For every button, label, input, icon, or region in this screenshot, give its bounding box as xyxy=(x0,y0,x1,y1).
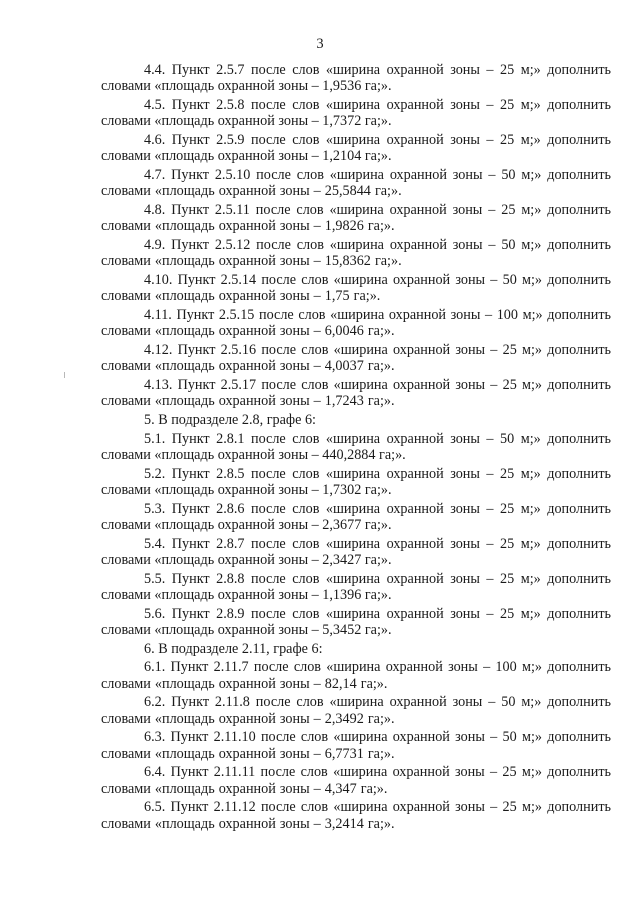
paragraph-4-5: 4.5. Пункт 2.5.8 после слов «ширина охранной зоны – 25 м;» дополнить словами «площадь охранной зоны – 1,7372 га;». xyxy=(101,97,611,130)
paragraph-4-6: 4.6. Пункт 2.5.9 после слов «ширина охранной зоны – 25 м;» дополнить словами «площадь охранной зоны – 1,2104 га;». xyxy=(101,132,611,165)
document-body xyxy=(101,62,611,834)
page-number: 3 xyxy=(316,36,324,52)
paragraph-4-7: 4.7. Пункт 2.5.10 после слов «ширина охранной зоны – 50 м;» дополнить словами «площадь охранной зоны – 25,5844 га;». xyxy=(101,167,611,200)
paragraph-4-10: 4.10. Пункт 2.5.14 после слов «ширина охранной зоны – 50 м;» дополнить словами «площадь охранной зоны – 1,75 га;». xyxy=(101,272,611,305)
margin-mark xyxy=(64,372,65,378)
paragraph-4-4: 4.4. Пункт 2.5.7 после слов «ширина охранной зоны – 25 м;» дополнить словами «площадь охранной зоны – 1,9536 га;». xyxy=(101,62,611,95)
paragraph-5-6: 5.6. Пункт 2.8.9 после слов «ширина охранной зоны – 25 м;» дополнить словами «площадь охранной зоны – 5,3452 га;». xyxy=(101,605,611,638)
paragraph-4-8: 4.8. Пункт 2.5.11 после слов «ширина охранной зоны – 25 м;» дополнить словами «площадь охранной зоны – 1,9826 га;». xyxy=(101,202,611,235)
paragraph-4-9: 4.9. Пункт 2.5.12 после слов «ширина охранной зоны – 50 м;» дополнить словами «площадь охранной зоны – 15,8362 га;». xyxy=(101,237,611,270)
paragraph-6-4: 6.4. Пункт 2.11.11 после слов «ширина охранной зоны – 25 м;» дополнить словами «площадь охранной зоны – 4,347 га;». xyxy=(101,764,611,797)
paragraph-5-5: 5.5. Пункт 2.8.8 после слов «ширина охранной зоны – 25 м;» дополнить словами «площадь охранной зоны – 1,1396 га;». xyxy=(101,570,611,603)
paragraph-6-5: 6.5. Пункт 2.11.12 после слов «ширина охранной зоны – 25 м;» дополнить словами «площадь охранной зоны – 3,2414 га;». xyxy=(101,799,611,832)
paragraph-4-13: 4.13. Пункт 2.5.17 после слов «ширина охранной зоны – 25 м;» дополнить словами «площадь охранной зоны – 1,7243 га;». xyxy=(101,377,611,410)
paragraph-5-4: 5.4. Пункт 2.8.7 после слов «ширина охранной зоны – 25 м;» дополнить словами «площадь охранной зоны – 2,3427 га;». xyxy=(101,535,611,568)
paragraph-4-11: 4.11. Пункт 2.5.15 после слов «ширина охранной зоны – 100 м;» дополнить словами «площадь охранной зоны – 6,0046 га;». xyxy=(101,307,611,340)
section-heading-6: 6. В подразделе 2.11, графе 6: xyxy=(144,640,323,657)
paragraph-6-2: 6.2. Пункт 2.11.8 после слов «ширина охранной зоны – 50 м;» дополнить словами «площадь охранной зоны – 2,3492 га;». xyxy=(101,694,611,727)
section-heading-5: 5. В подразделе 2.8, графе 6: xyxy=(144,412,316,428)
paragraph-5-2: 5.2. Пункт 2.8.5 после слов «ширина охранной зоны – 25 м;» дополнить словами «площадь охранной зоны – 1,7302 га;». xyxy=(101,465,611,498)
paragraph-4-12: 4.12. Пункт 2.5.16 после слов «ширина охранной зоны – 25 м;» дополнить словами «площадь охранной зоны – 4,0037 га;». xyxy=(101,342,611,375)
paragraph-5-1: 5.1. Пункт 2.8.1 после слов «ширина охранной зоны – 50 м;» дополнить словами «площадь охранной зоны – 440,2884 га;». xyxy=(101,430,611,463)
paragraph-5-3: 5.3. Пункт 2.8.6 после слов «ширина охранной зоны – 25 м;» дополнить словами «площадь охранной зоны – 2,3677 га;». xyxy=(101,500,611,533)
paragraph-6-1: 6.1. Пункт 2.11.7 после слов «ширина охранной зоны – 100 м;» дополнить словами «площадь охранной зоны – 82,14 га;». xyxy=(101,659,611,692)
paragraph-6-3: 6.3. Пункт 2.11.10 после слов «ширина охранной зоны – 50 м;» дополнить словами «площадь охранной зоны – 6,7731 га;». xyxy=(101,729,611,762)
